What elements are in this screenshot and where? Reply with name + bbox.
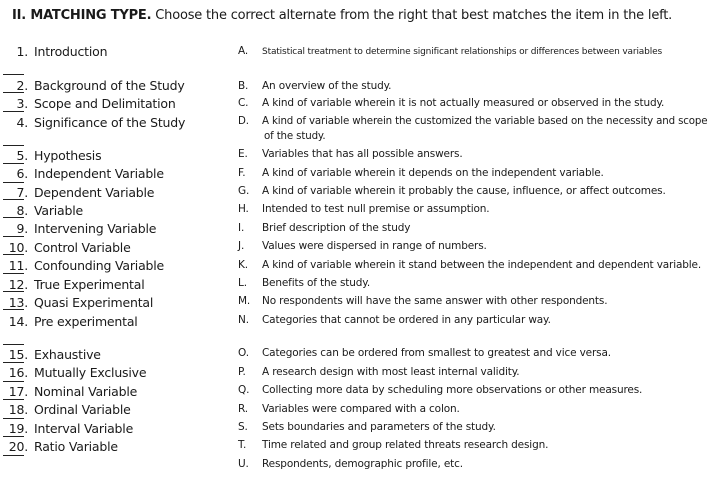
choice-o: [238, 347, 611, 359]
choice-letter: H.: [238, 203, 249, 215]
answer-blank-1[interactable]: [3, 74, 24, 75]
item-text: True Experimental: [34, 277, 145, 292]
left-item-12: [4, 277, 144, 292]
choice-text: Values were dispersed in range of numbers.: [262, 240, 487, 252]
item-text: Variable: [34, 203, 84, 218]
choice-k: [238, 259, 701, 271]
item-text: Exhaustive: [34, 347, 101, 362]
left-item-14: [4, 314, 138, 329]
answer-blank-14[interactable]: [3, 344, 24, 345]
item-number: 19.: [8, 421, 28, 436]
choice-t: [238, 439, 548, 451]
left-item-10: [4, 240, 131, 255]
choice-text: Categories can be ordered from smallest to greatest and vice versa.: [262, 347, 611, 359]
choice-letter: O.: [238, 347, 249, 359]
choice-l: [238, 277, 370, 289]
choice-text: A research design with most least internal validity.: [262, 366, 520, 378]
item-text: Interval Variable: [34, 421, 134, 436]
item-text: Ordinal Variable: [34, 402, 131, 417]
item-number: 5.: [16, 148, 28, 163]
choice-letter: T.: [238, 439, 247, 451]
answer-blank-19[interactable]: [3, 436, 24, 437]
choice-text: A kind of variable wherein it depends on the independent variable.: [262, 167, 604, 179]
item-text: Confounding Variable: [34, 258, 165, 273]
choice-b: [238, 80, 391, 92]
choice-text: A kind of variable wherein it is not actually measured or observed in the study.: [262, 97, 665, 109]
left-item-15: [4, 347, 101, 362]
choice-text: Variables that has all possible answers.: [262, 148, 463, 160]
choice-text: Categories that cannot be ordered in any particular way.: [262, 314, 551, 326]
choice-h: [238, 203, 489, 215]
item-number: 6.: [16, 166, 28, 181]
choice-letter: L.: [238, 277, 247, 289]
left-item-3: [4, 96, 176, 111]
section-label: II. MATCHING TYPE.: [12, 8, 152, 23]
choice-c: [238, 97, 664, 109]
choice-u: [238, 458, 463, 470]
choice-p: [238, 366, 519, 378]
left-item-1: [4, 44, 107, 59]
left-item-17: [4, 384, 137, 399]
item-text: Introduction: [34, 44, 108, 59]
item-number: 2.: [16, 78, 28, 93]
choice-letter: J.: [238, 240, 245, 252]
choice-text: Intended to test null premise or assumption.: [262, 203, 490, 215]
choice-letter: C.: [238, 97, 249, 109]
item-number: 14.: [8, 314, 28, 329]
choice-e: [238, 148, 463, 160]
left-item-13: [4, 295, 153, 310]
choice-letter: U.: [238, 458, 249, 470]
left-item-4: [4, 115, 185, 130]
item-text: Mutually Exclusive: [34, 365, 147, 380]
item-text: Control Variable: [34, 240, 131, 255]
choice-q: [238, 384, 642, 396]
choice-text: Respondents, demographic profile, etc.: [262, 458, 463, 470]
choice-letter: I.: [238, 222, 245, 234]
answer-blank-4[interactable]: [3, 145, 24, 146]
choice-text: Statistical treatment to determine significant relationships or differences between variables: [262, 47, 663, 57]
item-text: Hypothesis: [34, 148, 102, 163]
left-item-9: [4, 221, 156, 236]
choice-letter: M.: [238, 295, 251, 307]
item-text: Quasi Experimental: [34, 295, 154, 310]
item-number: 3.: [16, 96, 28, 111]
choice-letter: F.: [238, 167, 246, 179]
left-item-7: [4, 185, 154, 200]
item-number: 18.: [8, 402, 28, 417]
choice-letter: S.: [238, 421, 248, 433]
choice-text: An overview of the study.: [262, 80, 392, 92]
item-text: Pre experimental: [34, 314, 138, 329]
left-item-11: [4, 258, 164, 273]
item-text: Significance of the Study: [34, 115, 186, 130]
answer-blank-15[interactable]: [3, 362, 24, 363]
left-item-20: [4, 439, 118, 454]
item-number: 10.: [8, 240, 28, 255]
choice-letter: K.: [238, 259, 248, 271]
choice-i: [238, 222, 410, 234]
left-item-18: [4, 402, 131, 417]
item-text: Dependent Variable: [34, 185, 155, 200]
left-item-2: [4, 78, 185, 93]
choice-m: [238, 295, 607, 307]
choice-text: Time related and group related threats research design.: [262, 439, 549, 451]
choice-text: Variables were compared with a colon.: [262, 403, 460, 415]
choice-letter: B.: [238, 80, 249, 92]
item-number: 7.: [16, 185, 28, 200]
choice-text: Collecting more data by scheduling more observations or other measures.: [262, 384, 643, 396]
choice-letter: N.: [238, 314, 249, 326]
left-item-8: [4, 203, 83, 218]
choice-s: [238, 421, 496, 433]
answer-blank-20[interactable]: [3, 455, 24, 456]
item-number: 8.: [16, 203, 28, 218]
choice-text: No respondents will have the same answer with other respondents.: [262, 295, 608, 307]
choice-text-continued: of the study.: [264, 130, 326, 142]
item-number: 4.: [16, 115, 28, 130]
item-text: Nominal Variable: [34, 384, 138, 399]
choice-g: [238, 185, 666, 197]
choice-n: [238, 314, 551, 326]
item-number: 16.: [8, 365, 28, 380]
item-number: 20.: [8, 439, 28, 454]
choice-letter: P.: [238, 366, 246, 378]
choice-r: [238, 403, 460, 415]
choice-a: [238, 45, 662, 57]
answer-blank-17[interactable]: [3, 399, 24, 400]
item-text: Independent Variable: [34, 166, 164, 181]
item-number: 9.: [16, 221, 28, 236]
item-number: 12.: [8, 277, 28, 292]
item-text: Scope and Delimitation: [34, 96, 176, 111]
choice-letter: G.: [238, 185, 250, 197]
item-number: 11.: [8, 258, 28, 273]
choice-j: [238, 240, 487, 252]
left-item-6: [4, 166, 164, 181]
item-number: 17.: [8, 384, 28, 399]
answer-blank-18[interactable]: [3, 418, 24, 419]
item-text: Intervening Variable: [34, 221, 157, 236]
choice-text: Sets boundaries and parameters of the study.: [262, 421, 496, 433]
answer-blank-3[interactable]: [3, 111, 24, 112]
item-text: Ratio Variable: [34, 439, 118, 454]
item-number: 1.: [16, 44, 28, 59]
left-item-19: [4, 421, 133, 436]
choice-text: A kind of variable wherein the customized the variable based on the necessity and scope: [262, 115, 708, 127]
answer-blank-9[interactable]: [3, 236, 24, 237]
section-instruction: Choose the correct alternate from the right that best matches the item in the left.: [155, 8, 673, 23]
answer-blank-16[interactable]: [3, 381, 24, 382]
choice-letter: D.: [238, 115, 249, 127]
choice-text: Benefits of the study.: [262, 277, 371, 289]
choice-letter: E.: [238, 148, 248, 160]
answer-blank-11[interactable]: [3, 273, 24, 274]
item-number: 15.: [8, 347, 28, 362]
left-item-16: [4, 365, 146, 380]
answer-blank-6[interactable]: [3, 182, 24, 183]
answer-blank-5[interactable]: [3, 163, 24, 164]
choice-text: A kind of variable wherein it stand between the independent and dependent variable.: [262, 259, 702, 271]
choice-text: A kind of variable wherein it probably the cause, influence, or affect outcomes.: [262, 185, 666, 197]
item-text: Background of the Study: [34, 78, 185, 93]
choice-letter: A.: [238, 45, 249, 57]
section-title: [12, 8, 672, 23]
left-item-5: [4, 148, 101, 163]
item-number: 13.: [8, 295, 28, 310]
choice-text: Brief description of the study: [262, 222, 411, 234]
choice-d: [238, 115, 708, 142]
choice-f: [238, 167, 604, 179]
choice-letter: Q.: [238, 384, 250, 396]
choice-letter: R.: [238, 403, 248, 415]
